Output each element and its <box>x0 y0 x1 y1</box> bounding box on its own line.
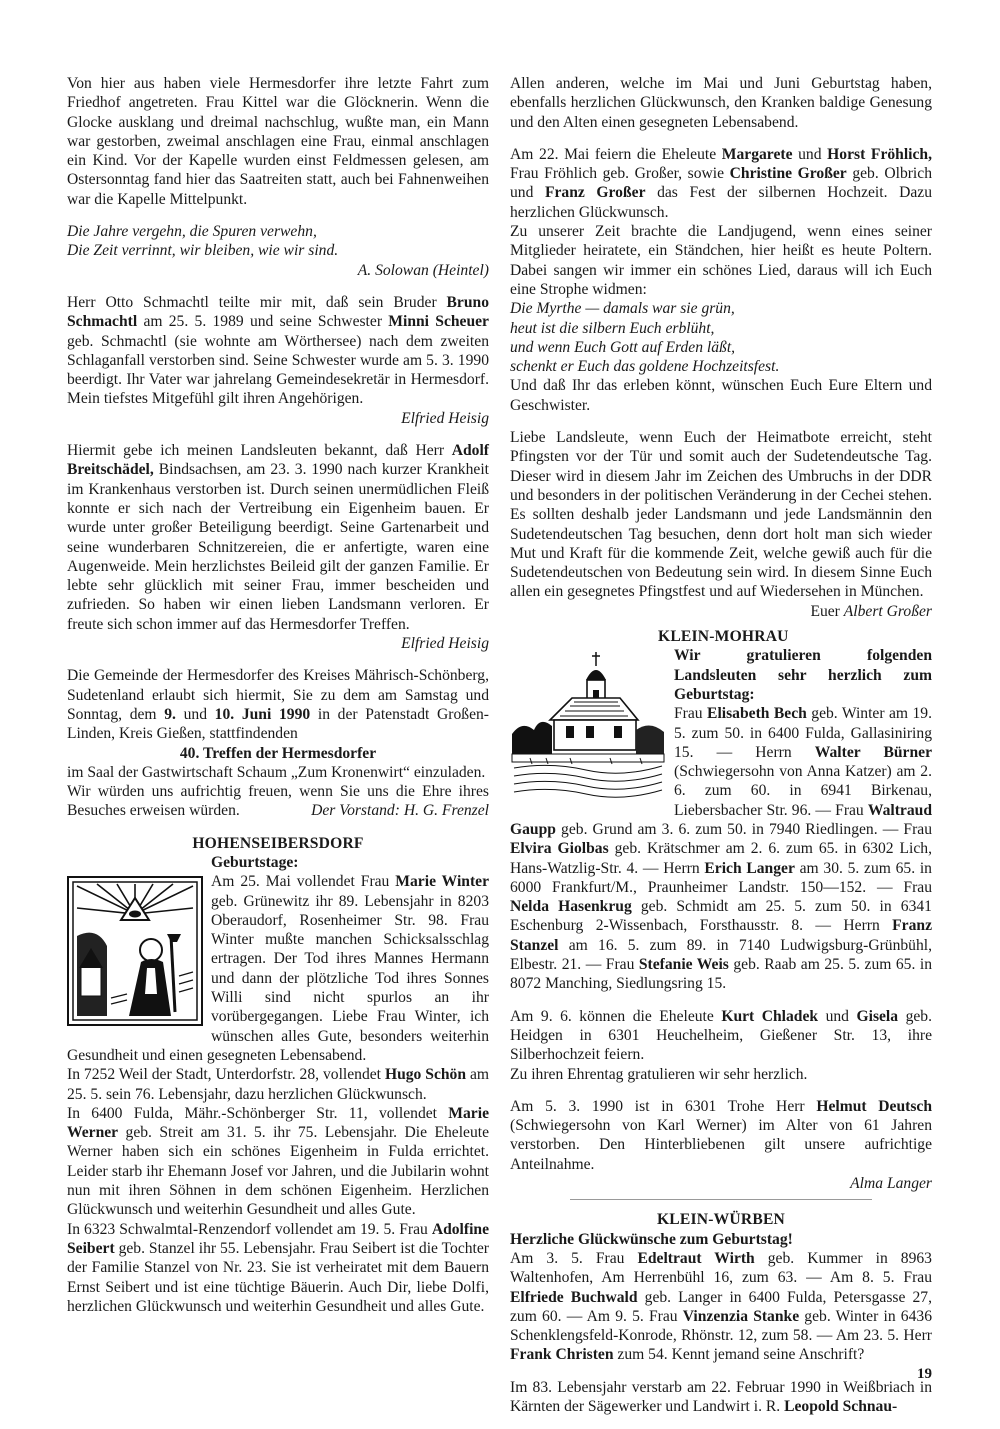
signature: Euer Albert Großer <box>810 602 932 620</box>
signature: Alma Langer <box>850 1175 932 1193</box>
church-village-icon <box>510 650 666 800</box>
poem-myrthe <box>510 299 932 376</box>
paragraph-closing: Wir würden uns aufrichtig freuen, wenn Sie uns die Ehre ihres Besuches erweisen würden. Der Vorstand: H. G. Frenzel <box>67 783 489 820</box>
meeting-heading: 40. Treffen der Hermesdorfer <box>179 744 377 762</box>
poem-solowan <box>67 222 489 261</box>
paragraph-marie-werner: In 6400 Fulda, Mähr.-Schönberger Str. 11, vollendet Marie Werner geb. Streit am 31. 5. ihr 75. Lebensjahr. Die Eheleute Werner haben sich ein schönes Eigenheim in Fulda errichtet. Leider starb ihr Ehemann Josef vor Jahren, und die Jubilarin wohnt nun mit ihren Söhnen in dem schönen Eigenheim. Herzlichen Glückwunsch und weiterhin Gesundheit und alles Gute. <box>67 1104 489 1219</box>
poem-line: schenkt er Euch das goldene Hochzeitsfest. <box>510 358 780 376</box>
paragraph-chapel: Von hier aus haben viele Hermesdorfer ihre letzte Fahrt zum Friedhof angetreten. Frau Kittel war die Glöcknerin. Wenn die Glocke ausklang und dreimal nachschlug, wußte man, ein Mann war gestorben, zweimal anschlagen eine Frau, einmal anschlagen ein Kind. Vor der Kapelle wurden einst Feldmessen gelesen, am Ostersonntag fand hier das Saatreiten statt, auch bei Fahnenweihen war die Kapelle Mittelpunkt. <box>67 75 489 208</box>
paragraph-schmachtl: Herr Otto Schmachtl teilte mir mit, daß sein Bruder Bruno Schmachtl am 25. 5. 1989 und seine Schwester Minni Scheuer geb. Schmachtl (sie wohnte am Wörthersee) nach dem zweiten Schlaganfall verstorben sind. Seine Schwester wurde am 5. 3. 1990 beerdigt. Ihr Vater war jahrelang Gemeindesekretär in Hermesdorf. Mein tiefstes Mitgefühl gilt ihren Angehörigen. <box>67 293 489 408</box>
poem-line: Die Zeit verrinnt, wir bleiben, wie wir sind. <box>67 242 339 260</box>
saint-woodcut-icon <box>67 876 203 1026</box>
paragraph-chladek: Am 9. 6. können die Eheleute Kurt Chladek und Gisela geb. Heidgen in 6301 Heuchelheim, Gießener Str. 13, ihre Silberhochzeit feiern. <box>510 1007 932 1064</box>
paragraph-klein-mohrau-birthdays: Frau Elisabeth Bech geb. Winter am 19. 5. zum 50. in 6400 Fulda, Gallasiniring 15. — Herrn Walter Bürner (Schwiegersohn von Anna Katzer) am 2. 6. zum 60. in 6941 Birkenau, Liebersbacher Str. 96. — Frau Waltraud Gaupp geb. Grund am 3. 6. zum 50. in 7940 Riedlingen. — Frau Elvira Giolbas geb. Krätschmer am 2. 6. zum 65. in 6302 Lich, Hans-Watzlig-Str. 4. — Herrn Erich Langer am 30. 5. zum 65. in 6000 Frankfurt/M., Praunheimer Landstr. 150—152. — Frau Nelda Hasenkrug geb. Schmidt am 25. 5. zum 50. in 6341 Eschenburg 2-Wissenbach, Forsthausstr. 8. — Herrn Franz Stanzel am 16. 5. zum 89. in 7140 Ludwigsburg-Grünbühl, Elbestr. 21. — Frau Stefanie Weis geb. Raab am 25. 5. zum 65. in 8072 Manching, Siedlungsring 15. <box>510 705 932 993</box>
paragraph-invitation: Die Gemeinde der Hermesdorfer des Kreises Mährisch-Schönberg, Sudetenland erlaubt sich hiermit, Sie zu dem am Samstag und Sonntag, dem 9. und 10. Juni 1990 in der Patenstadt Großen-Linden, Kreis Gießen, stattfindenden <box>67 667 489 743</box>
signature: Elfried Heisig <box>401 635 489 653</box>
paragraph-marie-winter: Am 25. Mai vollendet Frau Marie Winter geb. Grünewitz ihr 89. Lebensjahr in 8203 Oberaudorf, Rosenheimer Str. 98. Frau Winter mußte manchen Schicksalsschlag ertragen. Der Tod ihres Mannes Hermann und dann der plötzliche Tod ihres Sonnes Willi sind nicht spurlos an ihr vorübergegangen. Liebe Frau Winter, ich wünschen alles Gute, besonders weiterhin Gesundheit und einen gesegneten Lebensabend. <box>67 873 489 1064</box>
paragraph-schnau: Im 83. Lebensjahr verstarb am 22. Februar 1990 in Weißbriach in Kärnten der Sägewerker und Landwirt i. R. Leopold Schnau- <box>510 1378 932 1415</box>
section-title-hohenseibersdorf: HOHENSEIBERSDORF <box>192 834 364 852</box>
paragraph-landjugend: Zu unserer Zeit brachte die Landjugend, wenn eines seiner Mitglieder heiratete, ein Ständchen, hier heißt es heute Poltern. Dabei sangen wir immer ein schönes Lied, daraus will ich Euch eine Strophe widmen: <box>510 223 932 298</box>
signature: Elfried Heisig <box>401 409 489 427</box>
section-title-klein-mohrau: KLEIN-MOHRAU <box>658 628 789 646</box>
section-subtitle: Herzliche Glückwünsche zum Geburtstag! <box>510 1230 793 1248</box>
paragraph-breitschaedel: Hiermit gebe ich meinen Landsleuten bekannt, daß Herr Adolf Breitschädel, Bindsachsen, am 23. 3. 1990 nach kurzer Krankheit im Krankenhaus verstorben ist. Durch seinen unermüdlichen Fleiß konnte er sich nach der Vertreibung ein Eigenheim bauen. Er wurde unter großer Beteiligung beerdigt. Seine Gartenarbeit und seine wunderbaren Schnitzereien, die er anfertigte, waren eine Augenweide. Mein herzlichstes Beileid gilt der ganzen Familie. Er lebte sehr glücklich mit seiner Frau, immer bescheiden und zufrieden. So haben wir einen lieben Landsmann verloren. Er freute sich schon immer auf das Hermesdorfer Treffen. <box>67 442 489 633</box>
section-title-klein-wuerben: KLEIN-WÜRBEN <box>656 1211 786 1229</box>
paragraph-congrats: Zu ihren Ehrentag gratulieren wir sehr herzlich. <box>510 1065 808 1083</box>
divider <box>570 1199 872 1200</box>
section-subtitle: Wir gratulieren folgenden Landsleuten sehr herzlich zum Geburtstag: <box>674 647 932 703</box>
poem-line: Die Myrthe — damals war sie grün, <box>510 300 735 318</box>
paragraph-klein-wuerben-birthdays: Am 3. 5. Frau Edeltraut Wirth geb. Kummer in 8963 Waltenhofen, Am Herrenbühl 16, zum 63. — Am 8. 5. Frau Elfriede Buchwald geb. Langer in 6400 Fulda, Petersgasse 27, zum 60. — Am 9. 5. Frau Vinzenzia Stanke geb. Winter in 6436 Schenklengsfeld-Konrode, Rhönstr. 12, zum 58. — Am 23. 5. Herr Frank Christen zum 54. Kennt jemand seine Anschrift? <box>510 1249 932 1364</box>
left-column <box>67 74 489 1316</box>
woodcut-image <box>67 876 203 1026</box>
paragraph-location: im Saal der Gastwirtschaft Schaum „Zum Kronenwirt“ einzuladen. <box>67 763 486 781</box>
page-number: 19 <box>917 1366 932 1382</box>
paragraph-silver-wedding: Am 22. Mai feiern die Eheleute Margarete und Horst Fröhlich, Frau Fröhlich geb. Großer, sowie Christine Großer geb. Olbrich und Franz Großer das Fest der silbernen Hochzeit. Dazu herzlichen Glückwunsch. <box>510 145 932 221</box>
right-column <box>510 74 932 1429</box>
section-subtitle: Geburtstage: <box>211 853 299 871</box>
poem-line: Die Jahre vergehn, die Spuren verwehn, <box>67 223 317 241</box>
signature: A. Solowan (Heintel) <box>357 261 489 279</box>
paragraph-wishes: Allen anderen, welche im Mai und Juni Geburtstag haben, ebenfalls herzlichen Glückwunsch, den Kranken baldige Genesung und den Alten einen gesegneten Lebensabend. <box>510 75 932 131</box>
paragraph-pfingsten: Liebe Landsleute, wenn Euch der Heimatbote erreicht, steht Pfingsten vor der Tür und somit auch der Sudetendeutsche Tag. Dieser wird in diesem Jahr im Zeichen des Umbruchs in der DDR und besonders in der politischen Veränderung in der Cechei stehen. Es sollten deshalb jeder Landsmann und jede Landsmännin den Sudetendeutschen Tag besuchen, denn dort holt man sich wieder Mut und Kraft für die kommende Zeit, welche gewiß auch für die Sudetendeutschen von Bedeutung sein wird. In diesem Sinne Euch allen ein gesegnetes Pfingstfest und auf Wiedersehen in München. Euer Albert Großer <box>510 429 932 620</box>
paragraph-hugo-schoen: In 7252 Weil der Stadt, Unterdorfstr. 28, vollendet Hugo Schön am 25. 5. sein 76. Lebensjahr, dazu herzlichen Glückwunsch. <box>67 1066 490 1103</box>
paragraph-adolfine-seibert: In 6323 Schwalmtal-Renzendorf vollendet am 19. 5. Frau Adolfine Seibert geb. Stanzel ihr 55. Lebensjahr. Frau Seibert ist die Tochter der Familie Stanzel von Nr. 23. Sie ist verheiratet mit dem Bauern Ernst Seibert und ist eine tüchtige Bäuerin. Auch Dir, liebe Dolfi, herzlichen Glückwunsch und weiterhin Gesundheit und alles Gute. <box>67 1220 489 1315</box>
poem-line: heut ist die silbern Euch erblüht, <box>510 319 715 337</box>
signature: Der Vorstand: H. G. Frenzel <box>311 802 489 820</box>
paragraph-parents: Und daß Ihr das erleben könnt, wünschen Euch Eure Eltern und Geschwister. <box>510 377 932 414</box>
village-image <box>510 650 666 800</box>
poem-line: und wenn Euch Gott auf Erden läßt, <box>510 338 736 356</box>
paragraph-deutsch: Am 5. 3. 1990 ist in 6301 Trohe Herr Helmut Deutsch (Schwiegersohn von Karl Werner) im Alter von 61 Jahren verstorben. Den Hinterbliebenen gilt unsere aufrichtige Anteilnahme. <box>510 1097 932 1173</box>
